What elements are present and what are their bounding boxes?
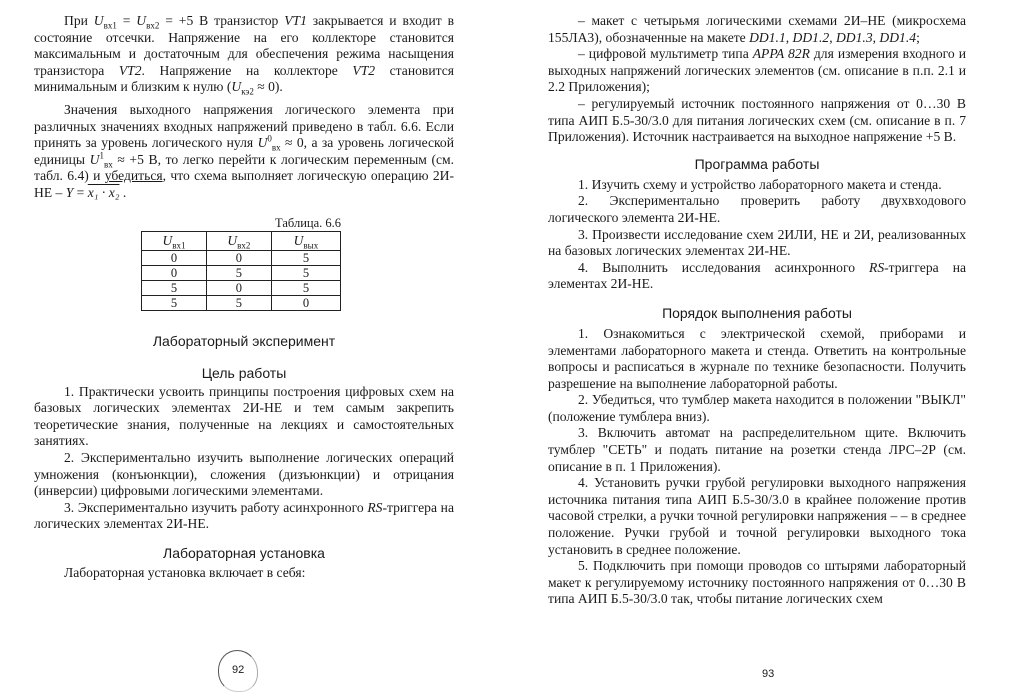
- heading-lab-experiment: Лабораторный эксперимент: [152, 332, 336, 349]
- text: =: [73, 184, 88, 200]
- table-cell: 5: [206, 295, 271, 310]
- truth-table: [141, 231, 341, 311]
- left-page-column: [34, 12, 454, 581]
- text: . Напряжение на коллекторе: [141, 62, 353, 78]
- text: ≈ 0).: [253, 79, 283, 95]
- subscript: вх2: [146, 20, 160, 31]
- table-header-row: [142, 231, 341, 250]
- table-cell: 0: [206, 250, 271, 265]
- symbol-u: U: [257, 135, 268, 151]
- subscript: вх: [103, 159, 113, 170]
- table-cell: 5: [142, 280, 207, 295]
- equipment-item: – макет с четырьмя логическими схемами 2И–НЕ (микросхема 155ЛА3), обозначенные на макете DD1.1, DD1.2, DD1.3, DD1.4;: [548, 13, 966, 45]
- table-cell: 5: [271, 265, 340, 280]
- text: для измерения входного и выходных напряжений логических элементов (см. описание в п.п. 2.1 и 2.2 Приложения);: [548, 46, 966, 95]
- symbol-vt2: VT2: [352, 62, 376, 78]
- subscript: вх: [271, 142, 281, 153]
- symbol-u: U: [293, 232, 304, 248]
- heading-goal: Цель работы: [201, 364, 287, 381]
- procedure-item: 3. Включить автомат на распределительном щите. Включить тумблер "СЕТЬ" и подать питание на розетки стенда ЛРС–2Р (см. описание в п. 1 Приложения).: [548, 425, 966, 474]
- symbol-u: U: [89, 151, 100, 167]
- formula-y: Y: [65, 184, 74, 200]
- table-row: [142, 265, 341, 280]
- table-cell: 5: [271, 250, 340, 265]
- table-cell: 5: [206, 265, 271, 280]
- table-row: [142, 295, 341, 310]
- table-cell: 0: [206, 280, 271, 295]
- procedure-item: 5. Подключить при помощи проводов со штырями лабораторный макет к регулируемому источнику постоянного напряжения от 0…30 В типа АИП Б.5-30/3.0 так, чтобы питание логических схем: [548, 558, 966, 607]
- setup-intro: Лабораторная установка включает в себя:: [64, 564, 306, 580]
- superscript: 1: [99, 150, 104, 161]
- equipment-item: – регулируемый источник постоянного напряжения от 0…30 В типа АИП Б.5-30/3.0 для питания логических схем (см. описание в п. 7 Приложения). Источник настраивается на выходное напряжение +5 В.: [548, 95, 966, 145]
- symbol-rs: RS: [367, 499, 383, 515]
- program-item: 2. Экспериментально проверить работу двухвходового логического элемента 2И-НЕ.: [548, 193, 966, 225]
- table-row: [142, 250, 341, 265]
- procedure-item: 4. Установить ручки грубой регулировки выходного напряжения источника питания типа АИП Б.5-30/3.0 в крайнее положение против часовой стрелки, а ручки точной регулировки напряжения – – в среднее положение. Ручки грубой и точной регулировки выходного тока установить в среднее положение.: [548, 475, 966, 557]
- table-cell: 0: [142, 265, 207, 280]
- multimeter-model: APPA 82R: [752, 46, 810, 62]
- procedure-item: 2. Убедиться, что тумблер макета находится в положении "ВЫКЛ" (положение тумблера вниз).: [548, 392, 966, 424]
- subscript: вх2: [237, 240, 251, 251]
- paragraph-transistor-state: [34, 13, 454, 96]
- chip-label: DD1.2: [792, 29, 830, 45]
- heading-lab-setup: Лабораторная установка: [163, 544, 325, 561]
- table-header: [206, 231, 271, 250]
- text: 3. Экспериментально изучить работу асинхронного: [64, 499, 368, 515]
- symbol-rs: RS: [869, 259, 885, 275]
- table-cell: 5: [142, 295, 207, 310]
- chip-label: DD1.4: [879, 29, 917, 45]
- text: Значения выходного напряжения логического элемента при различных значениях входных напряжений приведено в табл. 6.6. Если принять за уровень логического нуля: [34, 101, 454, 151]
- text: При: [64, 13, 94, 28]
- text: ≈ +5 В, то легко перейти к логическим переменным (см. табл. 6.4) и: [34, 151, 455, 184]
- program-item: 1. Изучить схему и устройство лабораторного макета и стенда.: [578, 176, 942, 192]
- text: -триггера на логических элементах 2И-НЕ.: [34, 499, 454, 532]
- heading-program: Программа работы: [694, 155, 820, 172]
- goal-item: 2. Экспериментально изучить выполнение логических операций умножения (конъюнкции), сложения (дизъюнкции) и отрицания (инверсии) цифровыми логическими элементами.: [34, 449, 454, 499]
- symbol-u: U: [136, 13, 147, 28]
- symbol-vt1: VT1: [284, 13, 307, 28]
- text: – цифровой мультиметр типа: [578, 46, 753, 62]
- chip-label: DD1.3: [835, 29, 873, 45]
- paragraph-output-values: [34, 102, 454, 202]
- superscript: 0: [267, 133, 272, 144]
- table-row: [142, 280, 341, 295]
- right-page-column: [548, 12, 966, 608]
- equipment-item: [548, 46, 966, 96]
- heading-procedure: Порядок выполнения работы: [662, 304, 852, 321]
- text: =: [116, 13, 137, 28]
- table-header: [142, 231, 207, 250]
- chip-label: DD1.1: [749, 29, 786, 45]
- text: -триггера на элементах 2И-НЕ.: [548, 259, 966, 292]
- text: .: [119, 184, 127, 200]
- text: ≈ 0, а за уровень логической единицы: [34, 135, 454, 167]
- procedure-item: 1. Ознакомиться с электрической схемой, приборами и элементами лабораторного макета и стенда. Ответить на контрольные вопросы и расписаться в журнале по технике безопасности. Получить разрешение на выполнение лабораторной работы.: [548, 325, 966, 391]
- program-item: [548, 260, 966, 293]
- table-cell: 0: [271, 295, 340, 310]
- subscript: вх1: [103, 20, 117, 31]
- subscript: кэ2: [241, 87, 254, 98]
- text: – макет с четырьмя логическими схемами 2И–НЕ (микросхема 155ЛА3), обозначенные на макете: [548, 13, 966, 45]
- symbol-u: U: [162, 232, 173, 248]
- goal-item: 1. Практически усвоить принципы построения цифровых схем на базовых логических элементах 2И-НЕ и тем самым закрепить теоретические знания, полученные на лекциях и самостоятельных занятиях.: [34, 383, 454, 449]
- text: становится минимальным и близким к нулю (: [34, 62, 454, 95]
- symbol-u: U: [231, 79, 242, 95]
- text: ;: [916, 29, 920, 45]
- symbol-u: U: [93, 13, 104, 28]
- formula-nand-expression: x₁ · x₂: [87, 184, 120, 200]
- symbol-u: U: [227, 232, 238, 248]
- page-number: 93: [762, 668, 775, 680]
- program-item: 3. Произвести исследование схем 2ИЛИ, НЕ и 2И, реализованных на базовых логических элементах 2И-НЕ.: [548, 226, 966, 259]
- underlined-word: убедиться: [104, 168, 163, 184]
- text: закрывается и входит в состояние отсечки. Напряжение на его коллекторе становится максимальным и достаточным для обеспечения режима насыщения транзистора: [34, 13, 454, 78]
- text: = +5 В транзистор: [159, 13, 285, 28]
- subscript: вых: [303, 240, 319, 251]
- text: 4. Выполнить исследования асинхронного: [578, 259, 870, 275]
- text: , что схема выполняет логическую операцию 2И-НЕ –: [34, 168, 455, 200]
- table-cell: 0: [142, 250, 207, 265]
- table-header: [271, 231, 340, 250]
- page-number: 92: [232, 664, 245, 676]
- table-caption: Таблица. 6.6: [275, 215, 341, 230]
- subscript: вх1: [172, 240, 186, 251]
- goal-item: [34, 500, 454, 533]
- right-page: [510, 0, 1020, 693]
- table-cell: 5: [271, 280, 340, 295]
- symbol-vt2: VT2: [118, 62, 142, 78]
